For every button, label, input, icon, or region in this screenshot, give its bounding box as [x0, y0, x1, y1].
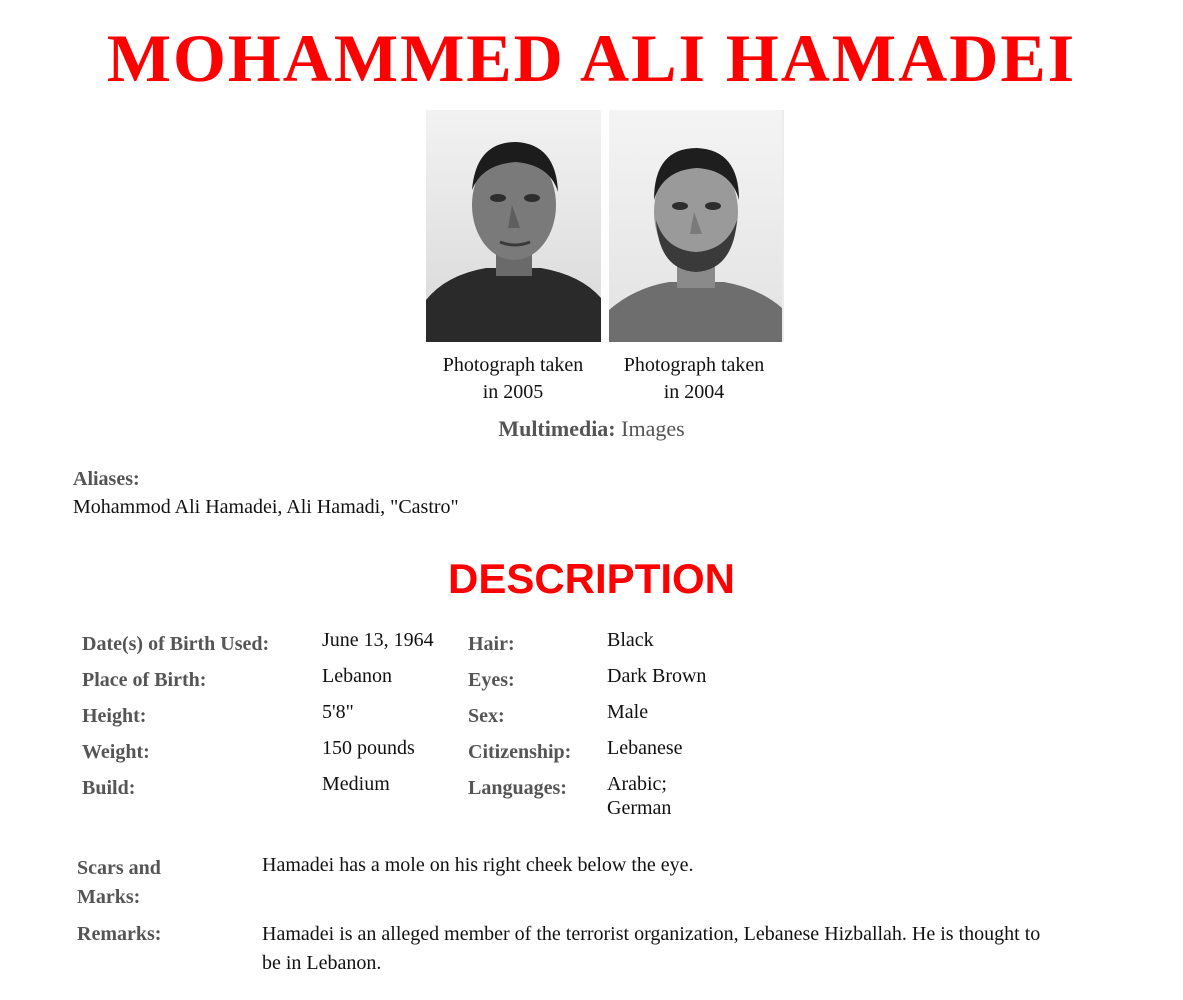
multimedia-images-link[interactable]: Images [621, 416, 685, 441]
weight-value: 150 pounds [322, 737, 415, 759]
aliases-label: Aliases: [73, 468, 140, 490]
table-row [82, 736, 802, 772]
place-of-birth-label: Place of Birth: [82, 669, 207, 691]
height-label: Height: [82, 705, 147, 727]
caption-line: in 2005 [482, 381, 544, 403]
scars-and-marks-label [77, 854, 217, 912]
scars-and-marks-value: Hamadei has a mole on his right cheek below the eye. [262, 854, 694, 876]
caption-line: Photograph taken [442, 354, 584, 376]
description-table [82, 628, 802, 820]
description-heading: DESCRIPTION [447, 555, 736, 602]
caption-line: in 2004 [663, 381, 725, 403]
remarks-value [262, 920, 1142, 978]
hair-value: Black [607, 629, 654, 651]
dob-label: Date(s) of Birth Used: [82, 633, 270, 655]
caption-line: Photograph taken [623, 354, 765, 376]
sex-value: Male [607, 701, 649, 723]
languages-label: Languages: [468, 777, 567, 799]
languages-value [607, 772, 802, 820]
table-row [82, 628, 802, 664]
place-of-birth-value: Lebanon [322, 665, 392, 687]
label-line: Scars and [77, 857, 161, 879]
remarks-line: Hamadei is an alleged member of the terrorist organization, Lebanese Hizballah. He is thought to [262, 923, 1041, 945]
remarks-label: Remarks: [77, 923, 162, 945]
eyes-label: Eyes: [468, 669, 515, 691]
table-row [82, 772, 802, 820]
photo-2004[interactable] [609, 110, 784, 342]
eyes-value: Dark Brown [607, 665, 707, 687]
citizenship-label: Citizenship: [468, 741, 572, 763]
hair-label: Hair: [468, 633, 515, 655]
build-value: Medium [322, 773, 390, 795]
table-row [82, 664, 802, 700]
language-item: German [607, 797, 672, 819]
multimedia-row [0, 414, 1183, 444]
label-line: Marks: [77, 886, 141, 908]
remarks-line: be in Lebanon. [262, 952, 382, 974]
multimedia-label: Multimedia: [498, 416, 616, 441]
photo-caption-2005 [423, 352, 603, 406]
language-item: Arabic; [607, 773, 667, 795]
weight-label: Weight: [82, 741, 150, 763]
photo-2005[interactable] [426, 110, 601, 342]
table-row [82, 700, 802, 736]
portrait-photo-right [609, 110, 782, 342]
sex-label: Sex: [468, 705, 505, 727]
citizenship-value: Lebanese [607, 737, 683, 759]
dob-value: June 13, 1964 [322, 629, 434, 651]
portrait-photo-left [426, 110, 601, 342]
poster-title: MOHAMMED ALI HAMADEI [106, 20, 1077, 96]
photo-caption-2004 [604, 352, 784, 406]
build-label: Build: [82, 777, 136, 799]
aliases-value: Mohammod Ali Hamadei, Ali Hamadi, "Castro" [73, 496, 459, 518]
height-value: 5'8" [322, 701, 354, 723]
